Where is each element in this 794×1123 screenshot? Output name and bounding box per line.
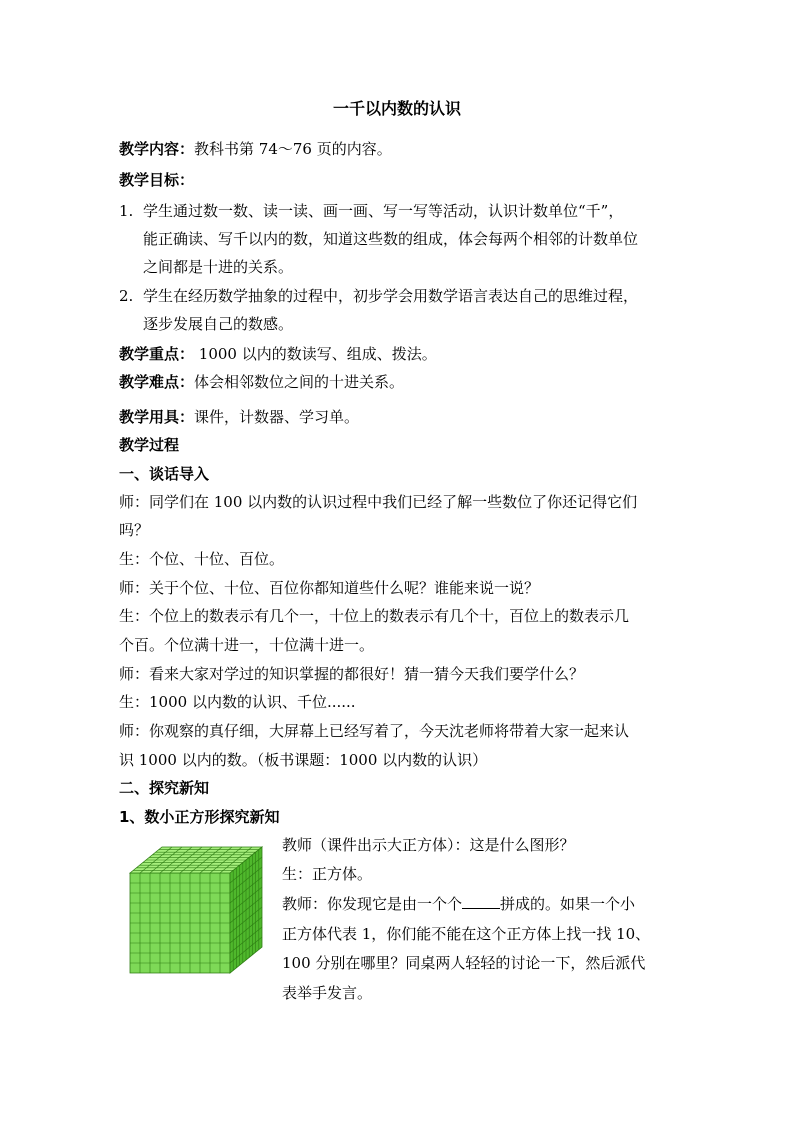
side-line-2: 生：正方体。 [282, 865, 373, 883]
goal-1-line-1 [119, 201, 679, 221]
side-line-5: 100 分别在哪里？同桌两人轻轻的讨论一下，然后派代 [282, 954, 646, 972]
dialog-line: 生：1000 以内数的认识、千位...... [119, 693, 356, 711]
dialog-line: 师：同学们在 100 以内数的认识过程中我们已经了解一些数位了你还记得它们 [119, 493, 638, 511]
key-label: 教学重点： [119, 345, 195, 363]
goals-label: 教学目标： [119, 171, 195, 189]
tools-label: 教学用具： [119, 408, 195, 426]
content-label: 教学内容： [119, 140, 195, 158]
content-text: 教科书第 74～76 页的内容。 [194, 140, 392, 158]
fill-in-blank [462, 894, 500, 909]
key-line [119, 344, 679, 364]
difficulty-text: 体会相邻数位之间的十进关系。 [194, 373, 405, 391]
key-text: 1000 以内的数读写、组成、拨法。 [194, 345, 437, 363]
goal-2-text-2: 逐步发展自己的数感。 [143, 315, 294, 333]
tools-line [119, 407, 679, 427]
dialog-line: 识 1000 以内的数。（板书课题：1000 以内数的认识） [119, 751, 488, 769]
tools-text: 课件，计数器、学习单。 [194, 408, 360, 426]
section-2-heading: 二、探究新知 [119, 779, 210, 797]
dialog-line: 个百。个位满十进一，十位满十进一。 [119, 636, 375, 654]
goal-1-text-1: 学生通过数一数、读一读、画一画、写一写等活动，认识计数单位“千”， [143, 202, 624, 220]
side-line-4: 正方体代表 1，你们能不能在这个正方体上找一找 10、 [282, 925, 651, 943]
cube-figure [128, 845, 268, 980]
dialog-line: 师：你观察的真仔细，大屏幕上已经写着了，今天沈老师将带着大家一起来认 [119, 722, 630, 740]
section-1-heading: 一、谈话导入 [119, 465, 210, 483]
goal-1-text-3: 之间都是十进的关系。 [143, 258, 294, 276]
goal-1-text-2: 能正确读、写千以内的数，知道这些数的组成，体会每两个相邻的计数单位 [143, 230, 639, 248]
subsection-1-heading: 1、数小正方形探究新知 [119, 808, 280, 826]
goal-1-number: 1. [119, 202, 134, 220]
side-line-3-b: 拼成的。如果一个小 [500, 895, 636, 913]
goal-2-line-1 [119, 286, 679, 306]
process-heading: 教学过程 [119, 436, 180, 454]
dialog-line: 生：个位、十位、百位。 [119, 550, 285, 568]
dialog-line: 师：关于个位、十位、百位你都知道些什么呢？谁能来说一说？ [119, 579, 540, 597]
difficulty-label: 教学难点： [119, 373, 195, 391]
dialog-line: 生：个位上的数表示有几个一，十位上的数表示有几个十，百位上的数表示几 [119, 607, 630, 625]
content-line [119, 139, 679, 159]
goal-2-text-1: 学生在经历数学抽象的过程中，初步学会用数学语言表达自己的思维过程， [143, 287, 639, 305]
side-line-6: 表举手发言。 [282, 984, 373, 1002]
difficulty-line [119, 372, 679, 392]
dialog-line: 师：看来大家对学过的知识掌握的都很好！猜一猜今天我们要学什么？ [119, 665, 585, 683]
page-title: 一千以内数的认识 [332, 99, 461, 118]
dialog-line: 吗？ [119, 521, 150, 539]
side-line-1: 教师（课件出示大正方体）：这是什么图形？ [282, 836, 575, 854]
side-line-3-a: 教师：你发现它是由一个个 [282, 895, 463, 913]
side-line-3 [282, 894, 682, 914]
goal-2-number: 2. [119, 287, 134, 305]
